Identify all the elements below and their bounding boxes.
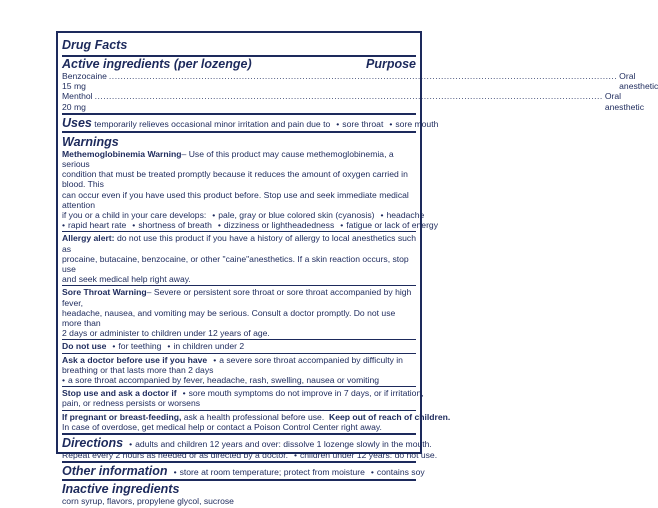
do-not-use-label: Do not use <box>62 341 107 352</box>
directions-bullet: • adults and children 12 years and over: dissolve 1 lozenge slowly in the mouth. <box>123 439 432 449</box>
do-not-use-bullet: • in children under 2 <box>161 341 244 351</box>
ingredient-leader-dots: ................................................................................................................................................................................ <box>94 91 603 102</box>
other-information-heading: Other information <box>62 464 168 479</box>
ask-doctor-bullet: • a sore throat accompanied by fever, headache, rash, swelling, nausea or vomiting <box>56 375 379 385</box>
warning-text: do not use this product if you have a history of allergy to local anesthetics such as <box>62 233 416 254</box>
overdose-text: In case of overdose, get medical help or contact a Poison Control Center right away. <box>62 421 382 432</box>
uses-bullet: • sore throat <box>330 119 383 129</box>
sore-throat-label: Sore Throat Warning <box>62 287 147 298</box>
ingredient-name: Menthol 20 mg <box>62 91 93 112</box>
purpose-heading: Purpose <box>365 57 416 71</box>
directions-heading: Directions <box>62 436 124 451</box>
drug-facts-panel <box>56 31 658 507</box>
warning-text: 2 days or administer to children under 12 years of age. <box>62 328 270 339</box>
symptom-bullet: • headache <box>374 210 424 220</box>
divider <box>62 131 416 133</box>
directions-text: Repeat every 2 hours as needed or as directed by a doctor. <box>62 450 288 461</box>
ingredient-row <box>62 91 644 112</box>
stop-use-label: Stop use and ask a doctor if <box>62 388 177 399</box>
directions-bullet: • children under 12 years: do not use. <box>288 450 437 460</box>
warning-text: condition that must be treated promptly because it reduces the amount of oxygen carried in blood. This <box>62 169 408 190</box>
ask-doctor-label: Ask a doctor before use if you have <box>62 354 208 365</box>
ingredient-leader-dots: ................................................................................................................................................................................ <box>108 71 618 81</box>
warning-text: can occur even if you have used this product before. Stop use and seek immediate medical attention <box>62 189 409 210</box>
warning-text: – Use of this product may cause methemoglobinemia, a serious <box>62 148 394 170</box>
other-info-bullet: • store at room temperature; protect from moisture <box>168 467 365 477</box>
do-not-use-bullet: • for teething <box>106 341 161 351</box>
warning-text: – Severe or persistent sore throat or sore throat accompanied by high fever, <box>62 287 412 308</box>
symptom-bullet: • pale, gray or blue colored skin (cyanosis) <box>206 210 374 220</box>
warning-text: procaine, butacaine, benzocaine, or other "caine"anesthetics. If a skin reaction occurs, stop use <box>62 253 409 275</box>
do-not-use <box>62 340 416 352</box>
uses-bullet: • sore mouth <box>383 119 438 129</box>
ingredient-row <box>62 71 658 92</box>
inactive-ingredients-heading: Inactive ingredients <box>62 482 180 497</box>
stop-use-bullet: • sore mouth symptoms do not improve in 7 days, or if irritation, <box>177 388 424 398</box>
allergy-label: Allergy alert: <box>62 233 115 244</box>
ingredient-purpose: Oral anesthetic <box>619 71 658 92</box>
symptom-bullet: • fatigue or lack of energy <box>334 220 438 230</box>
other-information-section <box>62 463 425 479</box>
pregnancy-and-children <box>62 411 451 433</box>
drug-facts-title: Drug Facts <box>62 38 128 52</box>
directions-section <box>62 435 438 461</box>
uses-section <box>62 115 439 131</box>
warning-text: headache, nausea, and vomiting may be serious. Consult a doctor promptly. Do not use more than <box>62 307 396 329</box>
warning-text: and seek medical help right away. <box>62 274 191 285</box>
warning-text: pain, or redness persists or worsens <box>62 398 201 409</box>
warning-text: if you or a child in your care develops: <box>62 210 207 221</box>
methemoglobinemia-warning <box>62 148 439 231</box>
ingredient-name: Benzocaine 15 mg <box>62 71 107 92</box>
active-ingredients-heading: Active ingredients (per lozenge) <box>62 57 252 71</box>
symptom-bullet: • rapid heart rate <box>56 220 126 230</box>
symptom-bullet: • shortness of breath <box>126 220 212 230</box>
ask-doctor-bullet: • a severe sore throat accompanied by difficulty in <box>207 355 403 365</box>
inactive-ingredients-text: corn syrup, flavors, propylene glycol, sucrose <box>62 496 234 507</box>
warning-text: breathing or that lasts more than 2 days <box>62 364 214 375</box>
ask-a-doctor <box>62 354 416 387</box>
methemo-label: Methemoglobinemia Warning <box>62 148 182 159</box>
keep-out-of-reach-label: Keep out of reach of children. <box>329 411 451 422</box>
warning-text: ask a health professional before use. <box>183 411 325 422</box>
allergy-alert <box>62 232 416 285</box>
pregnancy-label: If pregnant or breast-feeding, <box>62 411 182 422</box>
inactive-ingredients-section <box>62 481 416 507</box>
symptom-bullet: • dizziness or lightheadedness <box>212 220 334 230</box>
uses-text: temporarily relieves occasional minor irritation and pain due to <box>94 118 331 129</box>
other-info-bullet: • contains soy <box>365 467 425 477</box>
warnings-heading: Warnings <box>62 134 119 149</box>
sore-throat-warning <box>62 286 416 339</box>
active-header-row <box>62 57 416 71</box>
stop-use <box>62 387 424 409</box>
ingredient-purpose: Oral anesthetic <box>604 91 644 112</box>
uses-heading: Uses <box>62 115 92 130</box>
